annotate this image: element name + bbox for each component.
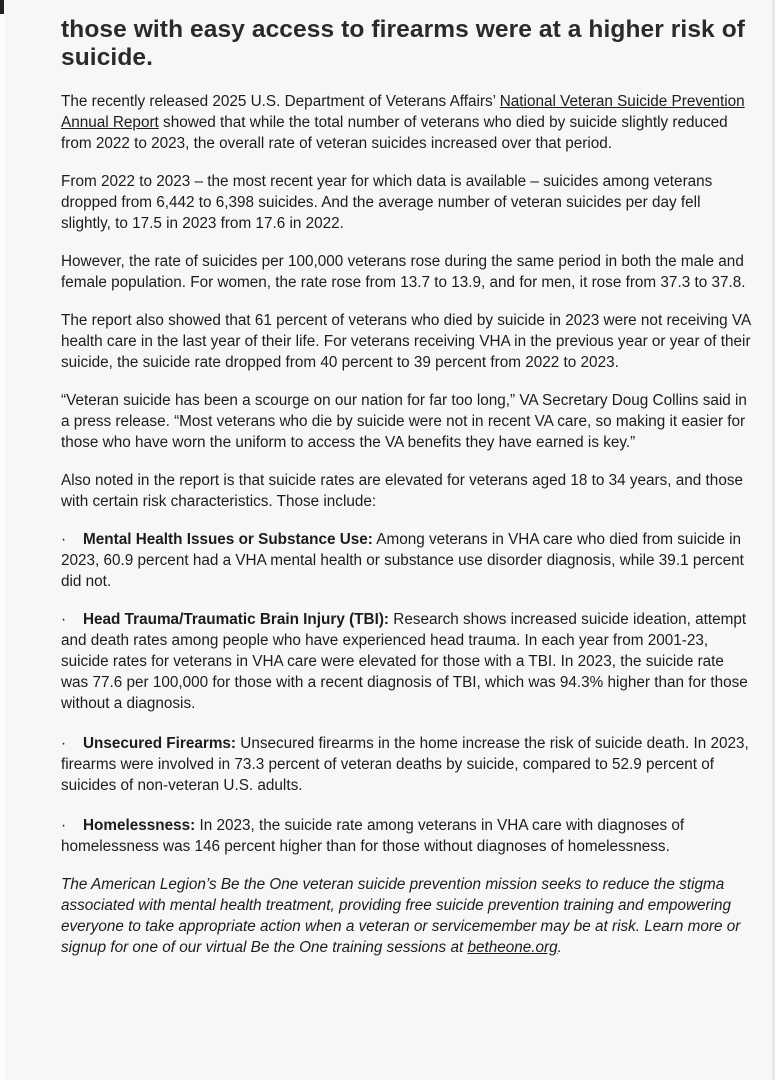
bullet-term: Homelessness: [83, 817, 196, 834]
article-heading: those with easy access to firearms were at a higher risk of suicide. [61, 16, 746, 71]
closing-end: . [557, 939, 562, 956]
paragraph-text: showed that while the total number of veterans who died by suicide slightly reduced from 2022 to 2023, the overall rate of veteran suicides increased over that period. [61, 114, 728, 152]
paragraph-quote: “Veteran suicide has been a scourge on our nation for far too long,” VA Secretary Doug Collins said in a press release. “Most veterans who die by suicide were not in recent VA care, so making it easier for those who have worn the uniform to access the VA benefits they have earned is key.” [61, 392, 747, 451]
paragraph-va-care: The report also showed that 61 percent of veterans who died by suicide in 2023 were not receiving VA health care in the last year of their life. For veterans receiving VHA in the previous year or year of their suicide, the suicide rate dropped from 40 percent to 39 percent from 2022 to 2023. [61, 312, 751, 371]
scan-left-edge [0, 0, 5, 1080]
bullet-text: In 2023, the suicide rate among veterans in VHA care with diagnoses of homelessness was 146 percent higher than for those without diagnoses of homelessness. [61, 817, 685, 855]
bullet-item [61, 733, 751, 796]
closing-text: The American Legion’s Be the One veteran suicide prevention mission seeks to reduce the stigma associated with mental health treatment, providing free suicide prevention training and empowering everyone to take appropriate action when a veteran or servicemember may be at risk. Learn more or signup for one of our virtual Be the One training sessions at [61, 876, 741, 956]
closing-paragraph [61, 874, 751, 958]
report-link[interactable]: National Veteran Suicide Prevention Annual Report [61, 93, 745, 131]
bullet-term: Unsecured Firearms: [83, 735, 237, 752]
bullet-item [61, 529, 751, 592]
bullet-term: Head Trauma/Traumatic Brain Injury (TBI): [83, 611, 390, 628]
bullet-marker: · [61, 817, 67, 834]
bullet-item [61, 815, 751, 857]
betheone-link[interactable]: betheone.org [467, 939, 558, 956]
bullet-text: Among veterans in VHA care who died from suicide in 2023, 60.9 percent had a VHA mental health or substance use disorder diagnosis, while 39.1 percent did not. [61, 531, 744, 590]
bullet-text: Research shows increased suicide ideation, attempt and death rates among people who have experienced head trauma. In each year from 2001-23, suicide rates for veterans in VHA care were elevated for those with a TBI. In 2023, the suicide rate was 77.6 per 100,000 for those with a recent diagnosis of TBI, which was 94.3% higher than for those without a diagnosis. [61, 611, 748, 712]
scan-corner-mark [0, 0, 4, 14]
paragraph-risk-intro: Also noted in the report is that suicide rates are elevated for veterans aged 18 to 34 years, and those with certain risk characteristics. Those include: [61, 472, 743, 510]
bullet-marker: · [61, 735, 67, 752]
bullet-term: Mental Health Issues or Substance Use: [83, 531, 373, 548]
bullet-text: Unsecured firearms in the home increase the risk of suicide death. In 2023, firearms were involved in 73.3 percent of veteran deaths by suicide, compared to 52.9 percent of suicides of non-veteran U.S. adults. [61, 735, 749, 794]
bullet-marker: · [61, 611, 67, 628]
bullet-marker: · [61, 531, 67, 548]
paragraph-suicide-counts: From 2022 to 2023 – the most recent year for which data is available – suicides among veterans dropped from 6,442 to 6,398 suicides. And the average number of veteran suicides per day fell slightly, to 17.5 in 2023 from 17.6 in 2022. [61, 173, 713, 232]
paragraph-rates: However, the rate of suicides per 100,000 veterans rose during the same period in both the male and female population. For women, the rate rose from 13.7 to 13.9, and for men, it rose from 37.3 to 37.8. [61, 253, 746, 291]
article-page [61, 16, 751, 975]
paragraph-report-intro [61, 91, 751, 154]
paragraph-text: The recently released 2025 U.S. Department of Veterans Affairs’ [61, 93, 500, 110]
bullet-item [61, 609, 751, 714]
